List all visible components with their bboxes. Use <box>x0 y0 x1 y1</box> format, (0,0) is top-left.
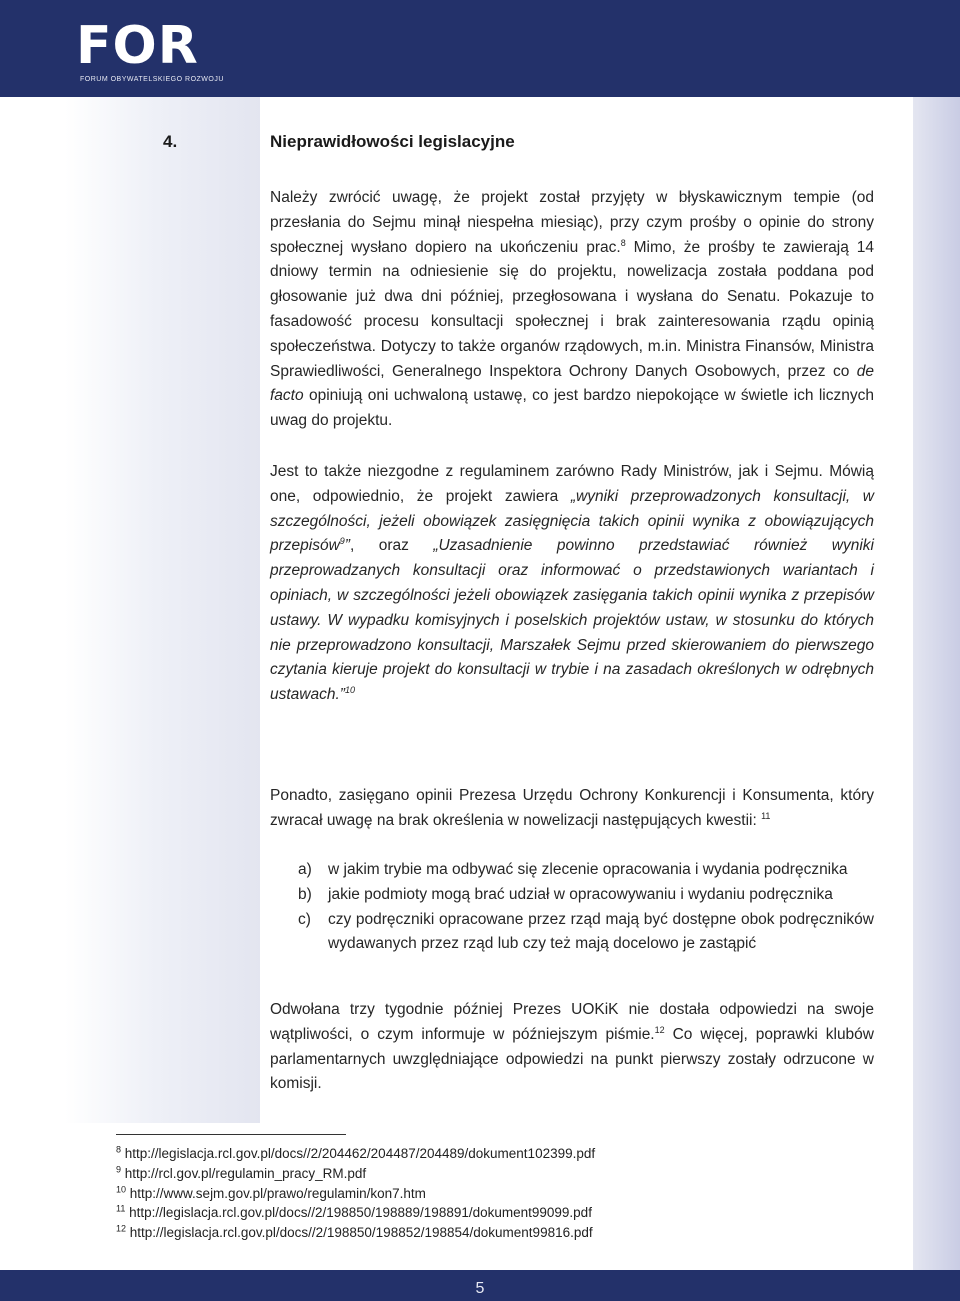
p2-quote-1-close: ” <box>344 537 350 555</box>
footnote-number: 9 <box>116 1164 122 1175</box>
footnote <box>116 1144 595 1164</box>
footnote-number: 11 <box>116 1203 126 1214</box>
p1-text-a: Należy zwrócić uwagę, że projekt został przyjęty w błyskawicznym tempie (od przesłania do Sejmu minął niespełna miesiąc), przy czym prośby o opinie do strony społecznej wysłano dopiero na ukończeniu prac. <box>270 189 874 256</box>
issues-list <box>298 858 874 957</box>
list-item-text: jakie podmioty mogą brać udział w opracowywaniu i wydaniu podręcznika <box>328 885 833 903</box>
list-item-label: b) <box>298 885 312 903</box>
page-header <box>0 0 960 97</box>
p2-text-d: , oraz <box>349 537 434 555</box>
list-item-text: w jakim trybie ma odbywać się zlecenie opracowania i wydania podręcznika <box>328 861 848 878</box>
footnote <box>116 1184 595 1204</box>
right-margin-band <box>913 97 960 1270</box>
logo-subtitle: FORUM OBYWATELSKIEGO ROZWOJU <box>80 76 224 83</box>
p1-italic-de-facto: de facto <box>270 362 874 405</box>
p2-quote-2: „Uzasadnienie powinno przedstawiać również wyniki przeprowadzanych konsultacji oraz informować o przedstawionych wariantach i opiniach, w szczególności jeżeli obowiązek zasięgania takich opinii wynika z przepisów ustawy. W wypadku komisyjnych i poselskich projektów ustaw, w stosunku do których nie przeprowadzono konsultacji, Marszałek Sejmu przed skierowaniem do pierwszego czytania kieruje projekt do konsultacji w trybie i na zasadach określonych w odrębnych ustawach.” <box>270 537 874 704</box>
p1-text-b: Mimo, że prośby te zawierają 14 dniowy termin na odniesienie się do projektu, nowelizacja została poddana pod głosowanie już dwa dni później, przegłosowana i wysłana do Senatu. Pokazuje to fasadowość procesu konsultacji społecznej i brak zainteresowania rządu opinią społeczeństwa. Dotyczy to także organów rządowych, m.in. Ministra Finansów, Ministra Sprawiedliwości, Generalnego Inspektora Ochrony Danych Osobowych, przez co <box>270 238 875 380</box>
footnote-ref-10[interactable]: 10 <box>344 685 355 696</box>
p4-text-b: Co więcej, poprawki klubów parlamentarnych uwzględniające odpowiedzi na punkt pierwszy zostały odrzucone w komisji. <box>270 1025 874 1093</box>
paragraph-2 <box>270 460 874 708</box>
footnote-ref-9[interactable]: 9 <box>339 536 345 547</box>
footnote <box>116 1223 595 1243</box>
p1-text-d: opiniują oni uchwaloną ustawę, co jest bardzo niepokojące w świetle ich licznych uwag do projektu. <box>270 387 874 430</box>
list-item <box>298 883 874 908</box>
footnote-ref-11[interactable]: 11 <box>761 810 771 821</box>
footnotes <box>116 1144 595 1243</box>
list-item-label: a) <box>298 861 312 878</box>
footnote-ref-8[interactable]: 8 <box>620 237 626 248</box>
paragraph-3 <box>270 784 874 834</box>
footnote-link[interactable]: http://legislacja.rcl.gov.pl/docs//2/204462/204487/204489/dokument102399.pdf <box>124 1146 596 1161</box>
footnote-ref-12[interactable]: 12 <box>654 1024 665 1035</box>
p3-text-a: Ponadto, zasięgano opinii Prezesa Urzędu Ochrony Konkurencji i Konsumenta, który zwracał uwagę na brak określenia w nowelizacji następujących kwestii: <box>270 787 874 829</box>
for-logo <box>76 18 226 88</box>
footnote-number: 10 <box>116 1184 127 1195</box>
section-title: Nieprawidłowości legislacyjne <box>270 132 515 151</box>
footnote <box>116 1164 595 1184</box>
left-margin-band <box>0 97 260 1123</box>
footnote-link[interactable]: http://www.sejm.gov.pl/prawo/regulamin/kon7.htm <box>129 1185 426 1201</box>
logo-text: FOR <box>76 16 199 76</box>
page-number: 5 <box>475 1280 485 1297</box>
footnote <box>116 1203 595 1223</box>
footnote-link[interactable]: http://legislacja.rcl.gov.pl/docs//2/198850/198889/198891/dokument99099.pdf <box>129 1205 592 1221</box>
footnote-number: 12 <box>116 1223 127 1234</box>
p4-text-a: Odwołana trzy tygodnie później Prezes UOKiK nie dostała odpowiedzi na swoje wątpliwości, o czym informuje w późniejszym piśmie. <box>270 1001 874 1043</box>
paragraph-4 <box>270 998 874 1097</box>
footnote-link[interactable]: http://legislacja.rcl.gov.pl/docs//2/198850/198852/198854/dokument99816.pdf <box>129 1225 593 1241</box>
p2-quote-1: „wyniki przeprowadzonych konsultacji, w szczególności, jeżeli obowiązek zasięgnięcia takich opinii wynika z obowiązujących przepisów <box>270 487 874 555</box>
list-item-text: czy podręczniki opracowane przez rząd mają być dostępne obok podręczników wydawanych przez rząd lub czy też mają docelowo je zastąpić <box>328 910 874 953</box>
paragraph-1 <box>270 186 874 434</box>
list-item <box>298 908 874 958</box>
list-item <box>298 858 874 883</box>
p2-text-a: Jest to także niezgodne z regulaminem zarówno Rady Ministrów, jak i Sejmu. Mówią one, odpowiednio, że projekt zawiera <box>270 463 874 505</box>
footnote-number: 8 <box>116 1144 122 1155</box>
footnote-link[interactable]: http://rcl.gov.pl/regulamin_pracy_RM.pdf <box>124 1165 367 1181</box>
list-item-label: c) <box>298 910 311 928</box>
section-number: 4. <box>163 132 178 151</box>
footnote-separator <box>116 1134 346 1135</box>
